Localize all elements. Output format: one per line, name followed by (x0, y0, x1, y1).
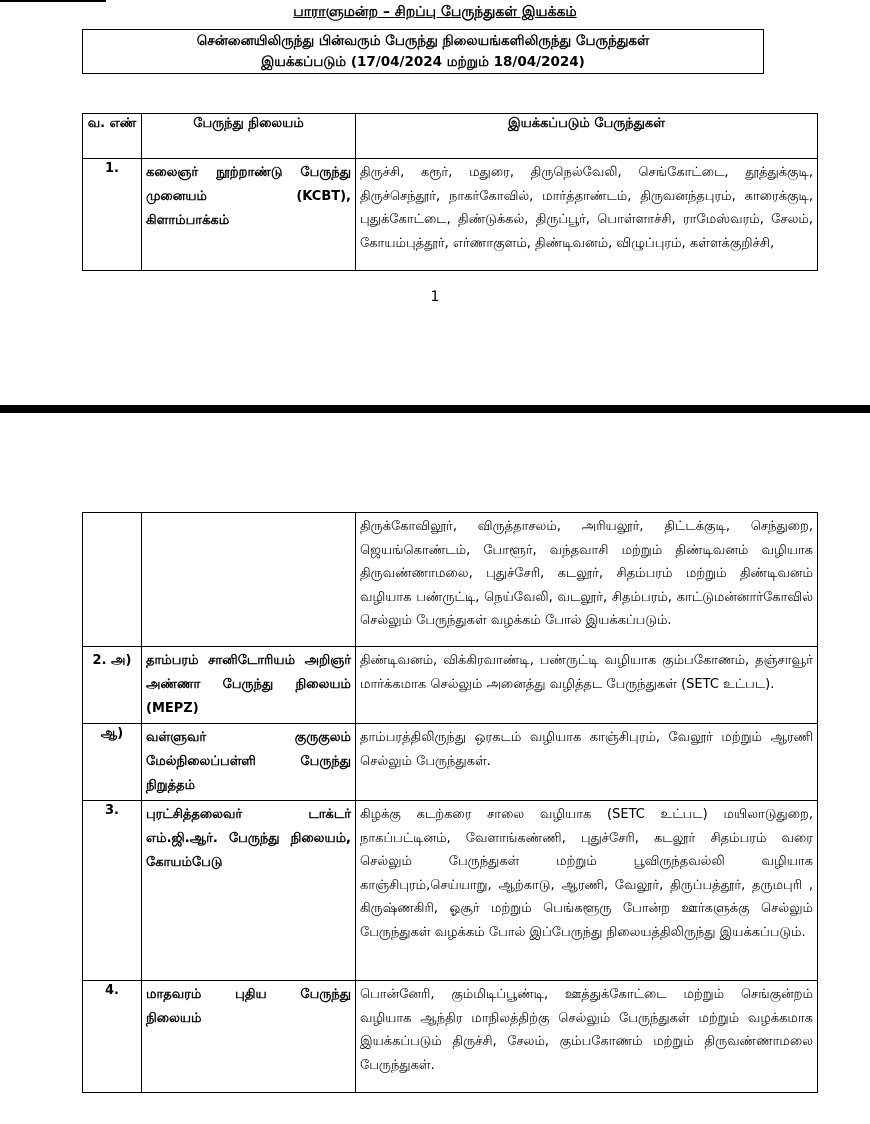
row-station: மாதவரம் புதிய பேருந்து நிலையம் (142, 981, 356, 1093)
row-buses: தாம்பரத்திலிருந்து ஒரகடம் வழியாக காஞ்சிபுரம், வேலூர் மற்றும் ஆரணி செல்லும் பேருந்துகள். (356, 724, 818, 801)
title-box (82, 29, 764, 74)
bus-table-page-2 (82, 512, 818, 1093)
table-row (83, 513, 818, 647)
title-line-1: சென்னையிலிருந்து பின்வரும் பேருந்து நிலையங்களிலிருந்து பேருந்துகள் (196, 33, 650, 49)
row-buses: பொன்னேரி, கும்மிடிப்பூண்டி, ஊத்துக்கோட்டை மற்றும் செங்குன்றம் வழியாக ஆந்திர மாநிலத்திற்கு செல்லும் பேருந்துகள் மற்றும் வழக்கமாக இயக்கப்படும் திருச்சி, சேலம், கும்பகோணம் மற்றும் திருவண்ணாமலை பேருந்துகள். (356, 981, 818, 1093)
row-sno-empty (83, 513, 142, 647)
top-rule (0, 0, 106, 2)
row-station: வள்ளுவர் குருகுலம் மேல்நிலைப்பள்ளி பேருந்து நிறுத்தம் (142, 724, 356, 801)
title-line-2: இயக்கப்படும் (17/04/2024 மற்றும் 18/04/2024) (261, 54, 585, 70)
row-buses: திண்டிவனம், விக்கிரவாண்டி, பண்ருட்டி வழியாக கும்பகோணம், தஞ்சாவூர் மார்க்கமாக செல்லும் அனைத்து வழித்தட பேருந்துகள் (SETC உட்பட). (356, 647, 818, 724)
row-buses: கிழக்கு கடற்கரை சாலை வழியாக (SETC உட்பட) மயிலாடுதுறை, நாகப்பட்டினம், வேளாங்கண்ணி, புதுச்சேரி, கடலூர் சிதம்பரம் வரை செல்லும் பேருந்துகள் மற்றும் பூவிருந்தவல்லி வழியாக காஞ்சிபுரம்,செய்யாறு, ஆற்காடு, ஆரணி, வேலூர், திருப்பத்தூர், தருமபுரி , கிருஷ்ணகிரி, ஓசூர் மற்றும் பெங்களூரு போன்ற ஊர்களுக்கு செல்லும் பேருந்துகள் வழக்கம் போல் இப்பேருந்து நிலையத்திலிருந்து இயக்கப்படும். (356, 801, 818, 981)
row-sno: 2. அ) (83, 647, 142, 724)
bus-table-page-1 (82, 113, 818, 271)
table-row (83, 724, 818, 801)
row-sno: 1. (83, 159, 142, 271)
column-header-buses: இயக்கப்படும் பேருந்துகள் (356, 114, 818, 159)
row-buses: திருச்சி, கரூர், மதுரை, திருநெல்வேலி, செங்கோட்டை, தூத்துக்குடி, திருச்செந்தூர், நாகர்கோவில், மார்த்தாண்டம், திருவனந்தபுரம், காரைக்குடி, புதுக்கோட்டை, திண்டுக்கல், திருப்பூர், பொள்ளாச்சி, ராமேஸ்வரம், சேலம், கோயம்புத்தூர், எர்ணாகுளம், திண்டிவனம், விழுப்புரம், கள்ளக்குறிச்சி, (356, 159, 818, 271)
page-break-divider (0, 405, 870, 413)
table-row (83, 647, 818, 724)
row-station: கலைஞர் நூற்றாண்டு பேருந்து முனையம் (KCBT), கிளாம்பாக்கம் (142, 159, 356, 271)
page-number: 1 (430, 289, 440, 305)
table-header-row (83, 114, 818, 159)
row-station-empty (142, 513, 356, 647)
table-row (83, 159, 818, 271)
page-heading: பாராளுமன்ற – சிறப்பு பேருந்துகள் இயக்கம் (293, 4, 577, 20)
row-sno: 3. (83, 801, 142, 981)
table-row (83, 981, 818, 1093)
table-row (83, 801, 818, 981)
row-station: தாம்பரம் சானிடோரியம் அறிஞர் அண்ணா பேருந்து நிலையம் (MEPZ) (142, 647, 356, 724)
row-sno: ஆ) (83, 724, 142, 801)
row-sno: 4. (83, 981, 142, 1093)
column-header-station: பேருந்து நிலையம் (142, 114, 356, 159)
column-header-sno: வ. எண் (83, 114, 142, 159)
row-buses-continued: திருக்கோவிலூர், விருத்தாசலம், அரியலூர், திட்டக்குடி, செந்துறை, ஜெயங்கொண்டம், போளூர், வந்தவாசி மற்றும் திண்டிவனம் வழியாக திருவண்ணாமலை, புதுச்சேரி, கடலூர், சிதம்பரம் மற்றும் திண்டிவனம் வழியாக பண்ருட்டி, நெய்வேலி, வடலூர், சிதம்பரம், காட்டுமன்னார்கோவில் செல்லும் பேருந்துகள் வழக்கம் போல் இயக்கப்படும். (356, 513, 818, 647)
row-station: புரட்சித்தலைவர் டாக்டர் எம்.ஜி.ஆர். பேருந்து நிலையம், கோயம்பேடு (142, 801, 356, 981)
